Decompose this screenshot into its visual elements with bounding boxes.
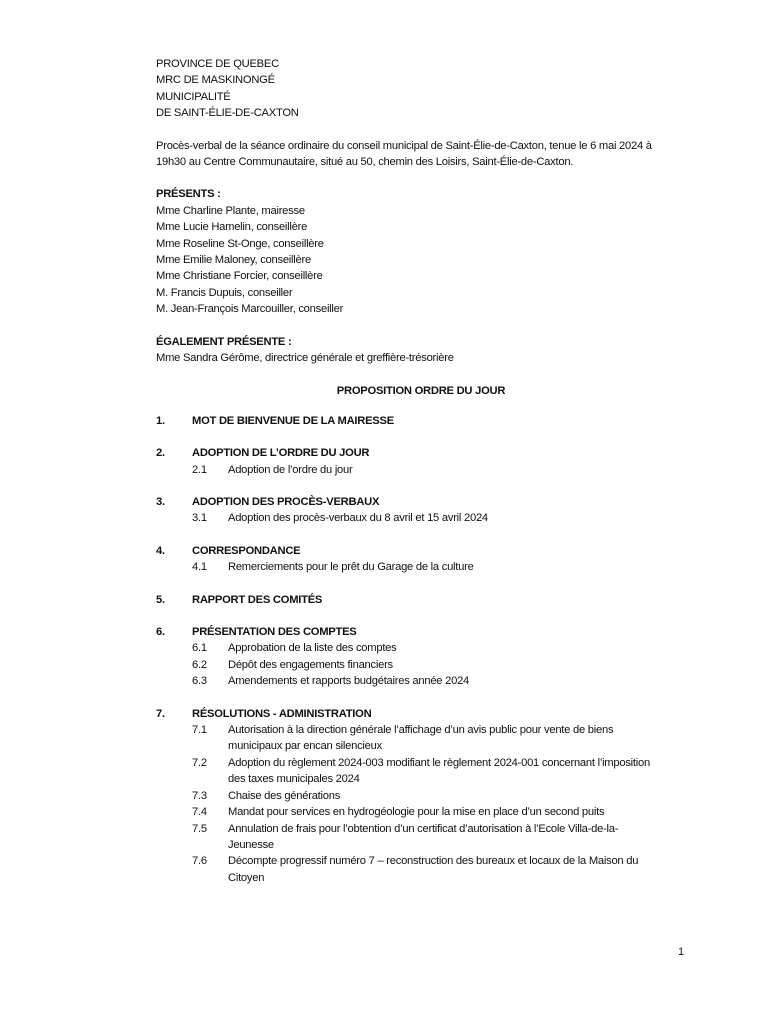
item-text-line: Chaise des générations bbox=[228, 789, 341, 802]
agenda-section bbox=[156, 494, 686, 510]
agenda-section bbox=[156, 592, 686, 608]
presents-block bbox=[156, 186, 686, 317]
member-line: Mme Christiane Forcier, conseillère bbox=[156, 270, 323, 283]
agenda-list bbox=[156, 413, 686, 886]
item-text-line: des taxes municipales 2024 bbox=[228, 773, 360, 786]
section-title: ADOPTION DE L’ORDRE DU JOUR bbox=[192, 447, 370, 460]
header-line: MUNICIPALITÉ bbox=[156, 90, 231, 103]
item-text-line: Citoyen bbox=[228, 871, 265, 884]
header-block bbox=[156, 56, 686, 122]
item-number: 4.1 bbox=[192, 561, 207, 574]
item-text bbox=[228, 755, 686, 788]
item-text-line: Mandat pour services en hydrogéologie pour la mise en place d’un second puits bbox=[228, 806, 605, 819]
section-number: 5. bbox=[156, 593, 165, 606]
section-number: 2. bbox=[156, 447, 165, 460]
item-text bbox=[228, 804, 686, 820]
agenda-item bbox=[156, 657, 686, 673]
item-text bbox=[228, 462, 686, 478]
item-text bbox=[228, 559, 686, 575]
header-line: DE SAINT-ÉLIE-DE-CAXTON bbox=[156, 107, 299, 120]
presents-heading: PRÉSENTS : bbox=[156, 188, 221, 201]
agenda-section bbox=[156, 624, 686, 640]
section-title: RÉSOLUTIONS - ADMINISTRATION bbox=[192, 707, 372, 720]
agenda-section bbox=[156, 543, 686, 559]
section-title: MOT DE BIENVENUE DE LA MAIRESSE bbox=[192, 414, 394, 427]
item-number: 3.1 bbox=[192, 512, 207, 525]
item-text-line: municipaux par encan silencieux bbox=[228, 740, 382, 753]
member-line: M. Jean-François Marcouiller, conseiller bbox=[156, 303, 344, 316]
member-line: M. Francis Dupuis, conseiller bbox=[156, 286, 293, 299]
item-text-line: Décompte progressif numéro 7 – reconstruction des bureaux et locaux de la Maison du bbox=[228, 855, 639, 868]
item-number: 6.3 bbox=[192, 675, 207, 688]
item-text-line: Dépôt des engagements financiers bbox=[228, 658, 393, 671]
item-text bbox=[228, 853, 686, 886]
section-title: CORRESPONDANCE bbox=[192, 544, 301, 557]
item-number: 7.1 bbox=[192, 724, 207, 737]
item-number: 6.2 bbox=[192, 658, 207, 671]
section-number: 3. bbox=[156, 496, 165, 509]
item-text bbox=[228, 821, 686, 854]
item-text bbox=[228, 657, 686, 673]
item-number: 7.4 bbox=[192, 806, 207, 819]
member-line: Mme Charline Plante, mairesse bbox=[156, 204, 305, 217]
agenda-section bbox=[156, 445, 686, 461]
item-text-line: Approbation de la liste des comptes bbox=[228, 642, 397, 655]
intro-paragraph bbox=[156, 138, 686, 171]
also-present-heading: ÉGALEMENT PRÉSENTE : bbox=[156, 335, 292, 348]
item-number: 7.6 bbox=[192, 855, 207, 868]
item-text bbox=[228, 673, 686, 689]
page-number: 1 bbox=[678, 946, 685, 958]
item-text-line: Autorisation à la direction générale l’affichage d’un avis public pour vente de biens bbox=[228, 724, 614, 737]
item-text bbox=[228, 510, 686, 526]
agenda-item bbox=[156, 853, 686, 886]
header-line: MRC DE MASKINONGÉ bbox=[156, 74, 275, 87]
agenda-title: PROPOSITION ORDRE DU JOUR bbox=[336, 384, 506, 397]
agenda-section bbox=[156, 706, 686, 722]
item-text-line: Adoption de l’ordre du jour bbox=[228, 463, 353, 476]
item-text bbox=[228, 722, 686, 755]
item-text-line: Adoption du règlement 2024-003 modifiant le règlement 2024-001 concernant l’imposition bbox=[228, 756, 650, 769]
intro-line: 19h30 au Centre Communautaire, situé au 50, chemin des Loisirs, Saint-Élie-de-Caxton. bbox=[156, 156, 574, 169]
also-present-block bbox=[156, 334, 686, 367]
agenda-item bbox=[156, 462, 686, 478]
agenda-section bbox=[156, 413, 686, 429]
item-text-line: Adoption des procès-verbaux du 8 avril et 15 avril 2024 bbox=[228, 512, 488, 525]
member-line: Mme Emilie Maloney, conseillère bbox=[156, 254, 311, 267]
section-title: ADOPTION DES PROCÈS-VERBAUX bbox=[192, 496, 380, 509]
item-text bbox=[228, 640, 686, 656]
intro-line: Procès-verbal de la séance ordinaire du conseil municipal de Saint-Élie-de-Caxton, tenue le 6 mai 2024 à bbox=[156, 139, 652, 152]
member-line: Mme Lucie Hamelin, conseillère bbox=[156, 221, 308, 234]
section-title: RAPPORT DES COMITÉS bbox=[192, 593, 323, 606]
agenda-item bbox=[156, 722, 686, 755]
header-line: PROVINCE DE QUEBEC bbox=[156, 58, 279, 70]
section-number: 4. bbox=[156, 544, 165, 557]
section-number: 6. bbox=[156, 626, 165, 639]
agenda-item bbox=[156, 640, 686, 656]
member-line: Mme Sandra Gérôme, directrice générale et greffière-trésorière bbox=[156, 352, 454, 365]
section-number: 1. bbox=[156, 414, 165, 427]
agenda-item bbox=[156, 755, 686, 788]
item-number: 2.1 bbox=[192, 463, 207, 476]
document-body bbox=[156, 56, 686, 886]
item-text-line: Jeunesse bbox=[228, 838, 274, 851]
agenda-item bbox=[156, 673, 686, 689]
item-text-line: Remerciements pour le prêt du Garage de la culture bbox=[228, 561, 474, 574]
item-text-line: Annulation de frais pour l’obtention d’un certificat d’autorisation à l’Ecole Villa-de-la- bbox=[228, 822, 619, 835]
section-title: PRÉSENTATION DES COMPTES bbox=[192, 626, 357, 639]
agenda-item bbox=[156, 788, 686, 804]
item-number: 6.1 bbox=[192, 642, 207, 655]
agenda-item bbox=[156, 804, 686, 820]
section-number: 7. bbox=[156, 707, 165, 720]
item-text bbox=[228, 788, 686, 804]
agenda-item bbox=[156, 510, 686, 526]
item-text-line: Amendements et rapports budgétaires année 2024 bbox=[228, 675, 470, 688]
agenda-item bbox=[156, 821, 686, 854]
item-number: 7.3 bbox=[192, 789, 207, 802]
member-line: Mme Roseline St-Onge, conseillère bbox=[156, 237, 324, 250]
agenda-item bbox=[156, 559, 686, 575]
item-number: 7.2 bbox=[192, 756, 207, 769]
item-number: 7.5 bbox=[192, 822, 207, 835]
